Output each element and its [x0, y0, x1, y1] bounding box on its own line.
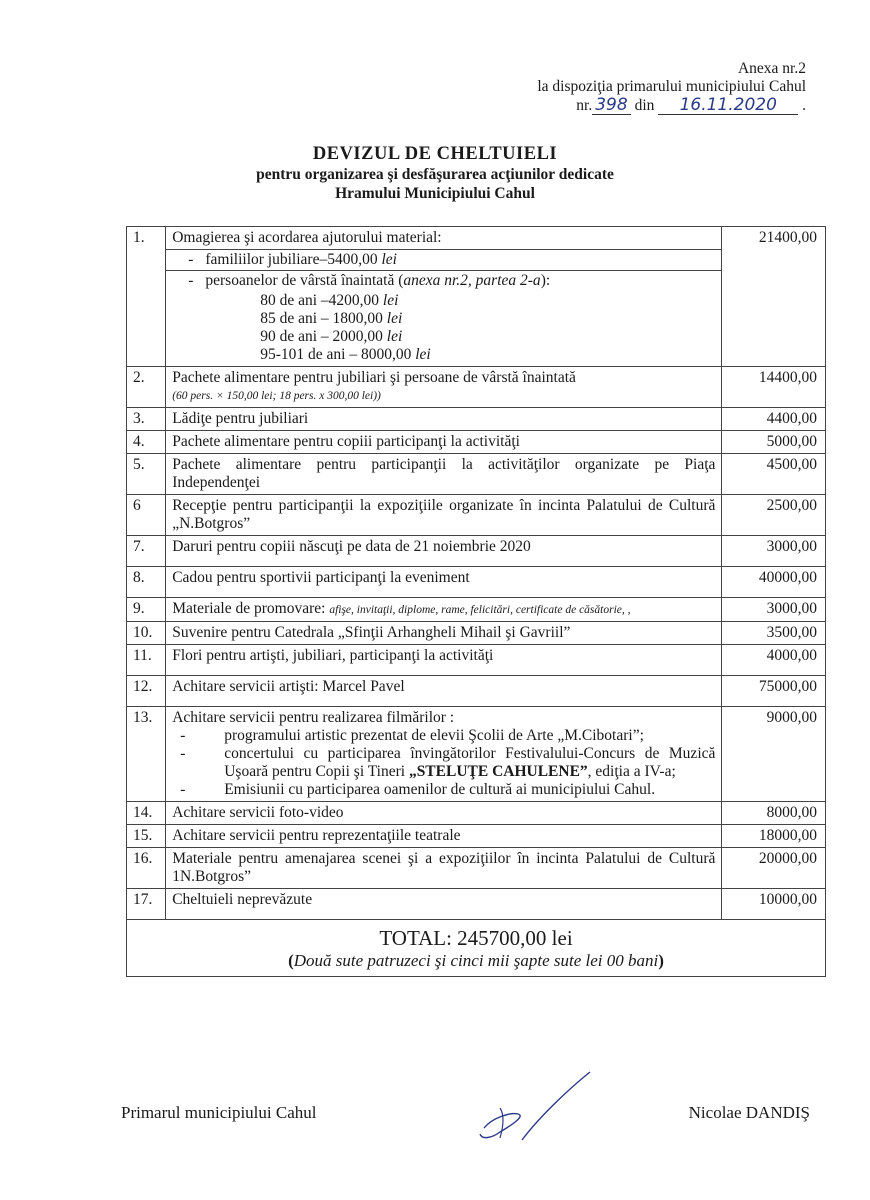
list-item: - programului artistic prezentat de elevii Şcolii de Arte „M.Cibotari”; — [180, 727, 644, 744]
signatory-title: Primarul municipiului Cahul — [121, 1103, 317, 1122]
table-row — [127, 802, 826, 825]
document-subtitle-2: Hramului Municipiului Cahul — [335, 185, 535, 202]
row-description: Daruri pentru copiii născuţi pe data de 21 noiembrie 2020 — [166, 536, 722, 567]
row-description: Achitare servicii pentru realizarea filmărilor : - programului artistic prezentat de elevii Şcolii de Arte „M.Cibotari”; - concertului cu participarea învingătorilor Festivalului-Concurs de Muzică Uşoară pentru Copii şi Tineri „STELUŢE CAHULENE”, ediţia a IV-a; - Emisiunii cu participarea oamenilor de cultură ai municipiului Cahul. — [166, 707, 722, 802]
age-line: 85 de ani – 1800,00 lei — [260, 310, 403, 327]
annex-header — [537, 60, 806, 115]
row-amount: 4400,00 — [722, 408, 826, 431]
row-number: 4. — [127, 431, 166, 454]
table-row — [127, 495, 826, 536]
row-number: 12. — [127, 676, 166, 707]
row-description: Cadou pentru sportivii participanţi la eveniment — [166, 567, 722, 598]
table-row — [127, 598, 826, 622]
row-description: Pachete alimentare pentru jubiliari şi persoane de vârstă înaintată (60 pers. × 150,00 lei; 18 pers. x 300,00 lei)) — [166, 367, 722, 408]
item1-sub-families: - familiilor jubiliare–5400,00 lei — [166, 249, 721, 271]
table-row — [127, 536, 826, 567]
row-description: Lădiţe pentru jubiliari — [166, 408, 722, 431]
row-note: (60 pers. × 150,00 lei; 18 pers. x 300,00 lei)) — [172, 390, 381, 402]
row-description: Cheltuieli neprevăzute — [166, 889, 722, 920]
row-note: afişe, invitaţii, diplome, rame, felicitări, certificate de căsătorie, , — [329, 604, 631, 616]
row-number: 8. — [127, 567, 166, 598]
row-amount: 75000,00 — [722, 676, 826, 707]
row-amount: 20000,00 — [722, 848, 826, 889]
table-row — [127, 889, 826, 920]
row-amount: 4000,00 — [722, 645, 826, 676]
row-amount: 10000,00 — [722, 889, 826, 920]
document-title: DEVIZUL DE CHELTUIELI — [312, 144, 558, 164]
row-description: Flori pentru artişti, jubiliari, participanţi la activităţi — [166, 645, 722, 676]
row-number: 11. — [127, 645, 166, 676]
row-amount: 8000,00 — [722, 802, 826, 825]
table-row — [127, 454, 826, 495]
table-row — [127, 567, 826, 598]
row-number: 9. — [127, 598, 166, 622]
row-amount: 40000,00 — [722, 567, 826, 598]
signatory-name: Nicolae DANDIŞ — [688, 1103, 810, 1122]
row-description: Suvenire pentru Catedrala „Sfinţii Arhangheli Mihail şi Gavriil” — [166, 622, 722, 645]
row-description: Achitare servicii pentru reprezentaţiile teatrale — [166, 825, 722, 848]
row-amount: 21400,00 — [722, 227, 826, 367]
estimate-table — [126, 226, 826, 977]
age-breakdown — [172, 292, 715, 364]
row-amount: 3000,00 — [722, 598, 826, 622]
table-row — [127, 825, 826, 848]
table-row — [127, 367, 826, 408]
annex-disposition-line: nr. 398 din 16.11.2020 . — [576, 95, 806, 115]
row-amount: 3500,00 — [722, 622, 826, 645]
total-cell — [127, 920, 826, 977]
row-amount: 5000,00 — [722, 431, 826, 454]
row-amount: 4500,00 — [722, 454, 826, 495]
table-row — [127, 408, 826, 431]
row-description: Achitare servicii foto-video — [166, 802, 722, 825]
table-row — [127, 622, 826, 645]
filming-sublist — [172, 727, 715, 799]
age-line: 90 de ani – 2000,00 lei — [260, 328, 403, 345]
row-description: Omagierea şi acordarea ajutorului material: - familiilor jubiliare–5400,00 lei - persoanelor de vârstă înaintată (anexa nr.2, partea 2-a): 80 de ani –4200,00 lei 85 de ani – 1800,00 lei 90 de ani – 2000,00 lei 95-101 de ani – 8000,00 lei — [166, 227, 722, 367]
document-subtitle-1: pentru organizarea şi desfăşurarea acţiunilor dedicate — [256, 166, 614, 183]
age-line: 95-101 de ani – 8000,00 lei — [260, 346, 431, 363]
list-item: - Emisiunii cu participarea oamenilor de cultură ai municipiului Cahul. — [180, 781, 656, 798]
table-row — [127, 676, 826, 707]
table-row — [127, 227, 826, 367]
row-number: 16. — [127, 848, 166, 889]
row-description: Achitare servicii artişti: Marcel Pavel — [166, 676, 722, 707]
age-line: 80 de ani –4200,00 lei — [260, 292, 399, 309]
row-description: Pachete alimentare pentru participanţii la activităţilor organizate pe Piaţa Independenţei — [166, 454, 722, 495]
list-item: - concertului cu participarea învingătorilor Festivalului-Concurs de Muzică Uşoară pentru Copii şi Tineri „STELUŢE CAHULENE”, ediţia a IV-a; — [180, 745, 716, 780]
row-amount: 14400,00 — [722, 367, 826, 408]
row-description: Materiale pentru amenajarea scenei şi a expoziţiilor în incinta Palatului de Cultură 1N.Botgros” — [166, 848, 722, 889]
table-row — [127, 707, 826, 802]
row-amount: 2500,00 — [722, 495, 826, 536]
row-description: Materiale de promovare: afişe, invitaţii, diplome, rame, felicitări, certificate de căsătorie, , — [166, 598, 722, 622]
row-amount: 18000,00 — [722, 825, 826, 848]
annex-number: Anexa nr.2 — [737, 60, 806, 77]
row-number: 14. — [127, 802, 166, 825]
row-amount: 3000,00 — [722, 536, 826, 567]
disposition-number-handwritten: 398 — [592, 96, 630, 115]
row-description: Pachete alimentare pentru copiii participanţi la activităţi — [166, 431, 722, 454]
row-number: 7. — [127, 536, 166, 567]
row-description: Recepţie pentru participanţii la expoziţiile organizate în incinta Palatului de Cultură „N.Botgros” — [166, 495, 722, 536]
total-row — [127, 920, 826, 977]
row-amount: 9000,00 — [722, 707, 826, 802]
table-row — [127, 848, 826, 889]
table-row — [127, 431, 826, 454]
annex-reference: la dispoziţia primarului municipiului Cahul — [537, 78, 806, 95]
item1-sub-elderly: - persoanelor de vârstă înaintată (anexa nr.2, partea 2-a): — [188, 272, 551, 289]
total-amount: TOTAL: 245700,00 lei — [379, 926, 573, 950]
row-number: 13. — [127, 707, 166, 802]
disposition-date-handwritten: 16.11.2020 — [658, 96, 798, 115]
table-row — [127, 645, 826, 676]
row-number: 15. — [127, 825, 166, 848]
row-number: 2. — [127, 367, 166, 408]
signature-image — [470, 1068, 600, 1148]
document-title-block — [0, 143, 870, 203]
row-number: 5. — [127, 454, 166, 495]
row-number: 1. — [127, 227, 166, 367]
row-number: 6 — [127, 495, 166, 536]
total-in-words: (Două sute patruzeci şi cinci mii şapte sute lei 00 bani) — [288, 951, 664, 970]
row-number: 17. — [127, 889, 166, 920]
row-number: 3. — [127, 408, 166, 431]
row-number: 10. — [127, 622, 166, 645]
